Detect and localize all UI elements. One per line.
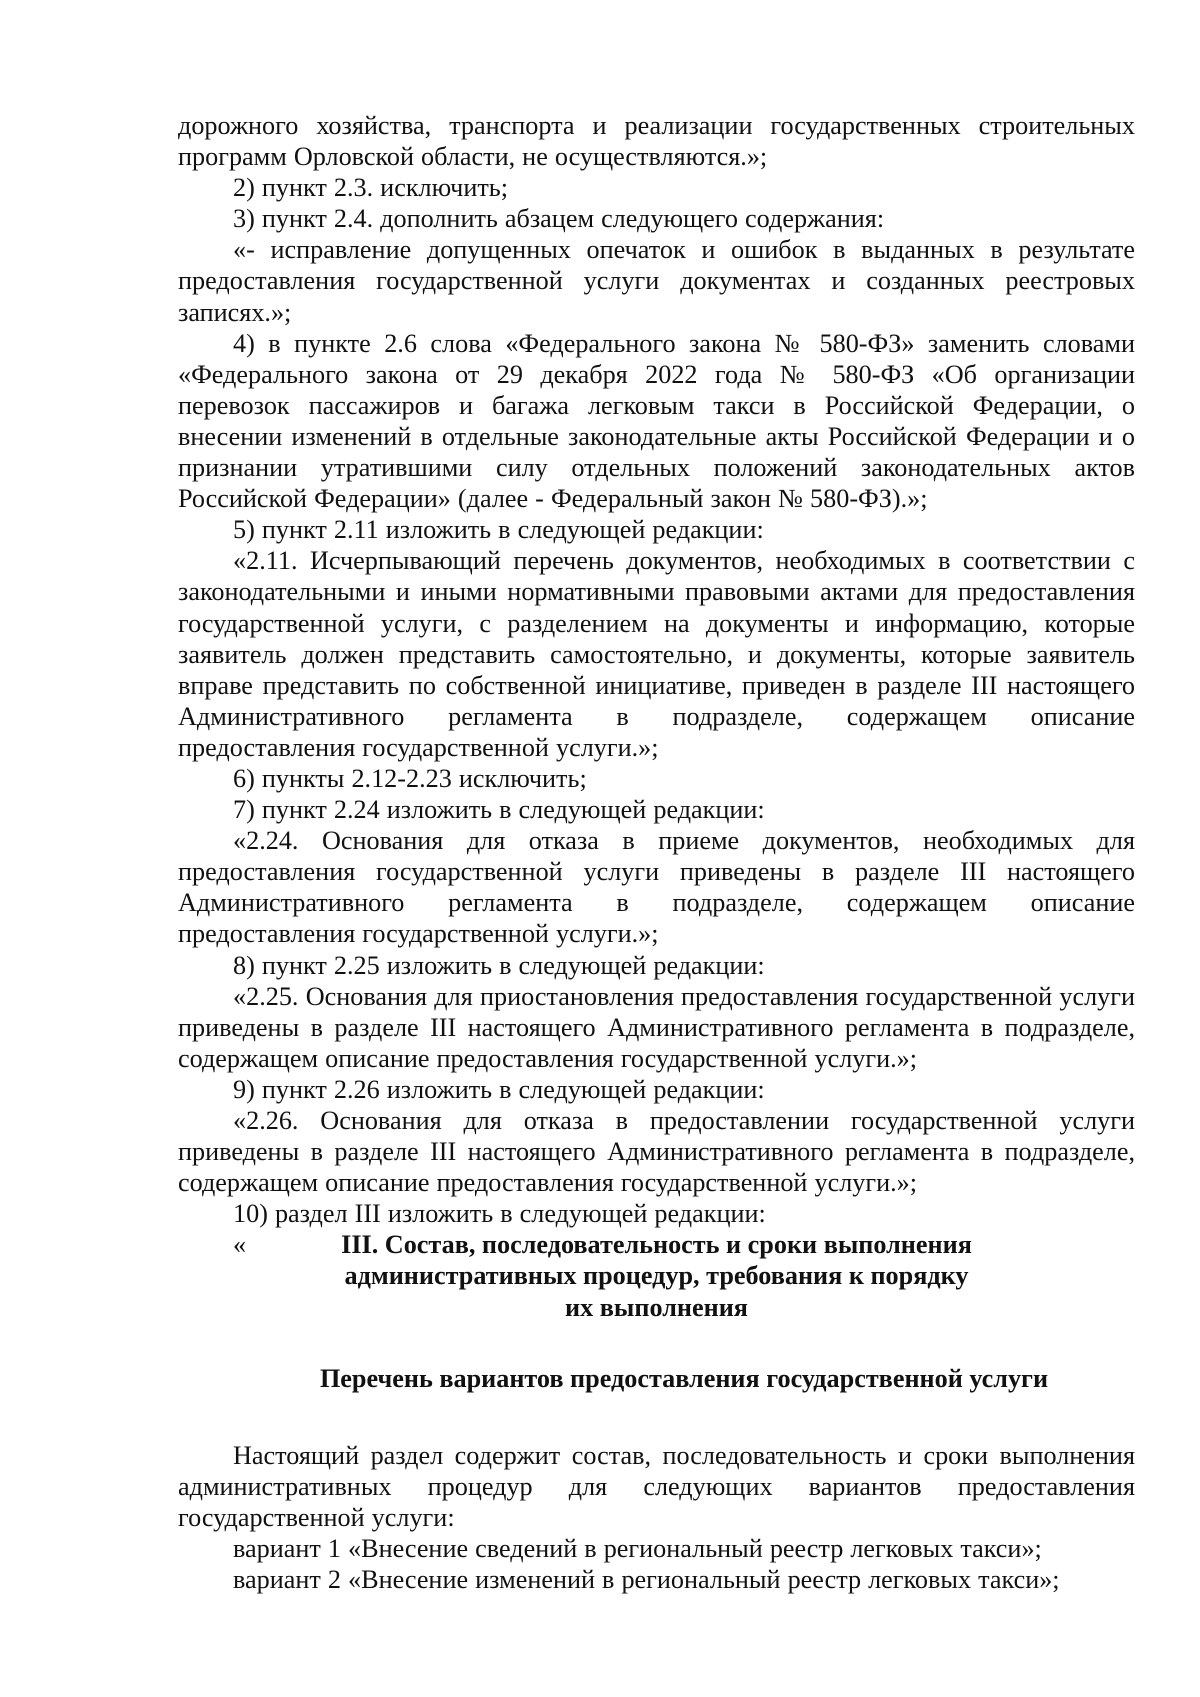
paragraph-section-intro: Настоящий раздел содержит состав, последовательность и сроки выполнения административных процедур для следующих вариантов предоставления государственной услуги: bbox=[178, 1440, 1135, 1532]
paragraph-variant-1: вариант 1 «Внесение сведений в региональный реестр легковых такси»; bbox=[233, 1534, 1042, 1564]
paragraph-item-7: 7) пункт 2.24 изложить в следующей редакции: bbox=[233, 795, 765, 825]
section-heading-line-3: их выполнения bbox=[565, 1292, 748, 1322]
paragraph-item-8: 8) пункт 2.25 изложить в следующей редакции: bbox=[233, 950, 765, 980]
document-page bbox=[178, 110, 1135, 1595]
paragraph-item-10: 10) раздел III изложить в следующей редакции: bbox=[233, 1199, 766, 1229]
paragraph-quote-2-11: «2.11. Исчерпывающий перечень документов, необходимых в соответствии с законодательными и иными нормативными правовыми актами для предоставления государственной услуги, с разделением на документы и информацию, которые заявитель должен представить самостоятельно, и документы, которые заявитель вправе представить по собственной инициативе, приведен в разделе III настоящего Административного регламента в подразделе, содержащем описание предоставления государственной услуги.»; bbox=[178, 546, 1135, 762]
paragraph-item-5: 5) пункт 2.11 изложить в следующей редакции: bbox=[233, 515, 764, 545]
paragraph-quote-2-4: «- исправление допущенных опечаток и ошибок в выданных в результате предоставления государственной услуги документах и созданных реестровых записях.»; bbox=[178, 235, 1135, 327]
section-heading bbox=[178, 1229, 1135, 1322]
paragraph-quote-2-26: «2.26. Основания для отказа в предоставлении государственной услуги приведены в разделе III настоящего Административного регламента в подразделе, содержащем описание предоставления государственной услуги.»; bbox=[178, 1106, 1135, 1198]
paragraph-item-2: 2) пункт 2.3. исключить; bbox=[233, 173, 509, 203]
paragraph-item-6: 6) пункты 2.12-2.23 исключить; bbox=[233, 763, 587, 793]
paragraph-continuation: дорожного хозяйства, транспорта и реализации государственных строительных программ Орловской области, не осуществляются.»; bbox=[178, 111, 1135, 172]
paragraph-quote-2-24: «2.24. Основания для отказа в приеме документов, необходимых для предоставления государственной услуги приведены в разделе III настоящего Административного регламента в подразделе, содержащем описание предоставления государственной услуги.»; bbox=[178, 826, 1135, 949]
paragraph-item-9: 9) пункт 2.26 изложить в следующей редакции: bbox=[233, 1074, 765, 1104]
subsection-heading: Перечень вариантов предоставления государственной услуги bbox=[319, 1363, 1049, 1393]
paragraph-item-3: 3) пункт 2.4. дополнить абзацем следующего содержания: bbox=[233, 204, 885, 234]
paragraph-variant-2: вариант 2 «Внесение изменений в региональный реестр легковых такси»; bbox=[233, 1565, 1060, 1595]
section-heading-line-2: административных процедур, требования к порядку bbox=[344, 1261, 969, 1291]
section-heading-line-1: III. Состав, последовательность и сроки выполнения bbox=[341, 1230, 972, 1260]
paragraph-item-4: 4) в пункте 2.6 слова «Федерального закона № 580-ФЗ» заменить словами «Федерального закона от 29 декабря 2022 года № 580-ФЗ «Об организации перевозок пассажиров и багажа легковым такси в Российской Федерации, о внесении изменений в отдельные законодательные акты Российской Федерации и о признании утратившими силу отдельных положений законодательных актов Российской Федерации» (далее - Федеральный закон № 580-ФЗ).»; bbox=[178, 328, 1135, 514]
paragraph-quote-2-25: «2.25. Основания для приостановления предоставления государственной услуги приведены в разделе III настоящего Административного регламента в подразделе, содержащем описание предоставления государственной услуги.»; bbox=[178, 981, 1135, 1073]
opening-quote-mark: « bbox=[233, 1230, 247, 1260]
